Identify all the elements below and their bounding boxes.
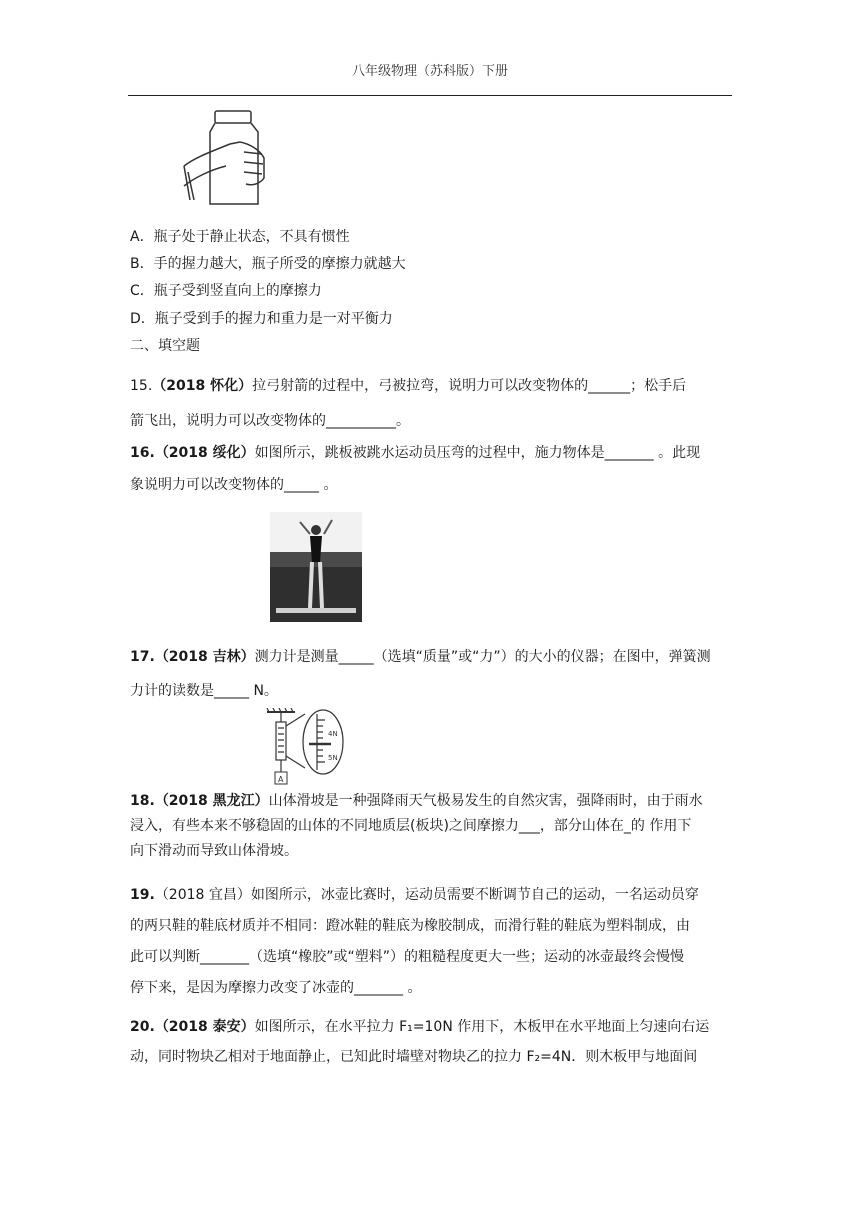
- q15-number: 15.: [130, 378, 153, 394]
- q17-line2: 力计的读数是_____ N。: [130, 683, 278, 699]
- option-c: C．瓶子受到竖直向上的摩擦力: [130, 283, 322, 299]
- q16-line2: 象说明力可以改变物体的_____ 。: [130, 477, 338, 493]
- q20-line2: 动，同时物块乙相对于地面静止，已知此时墙壁对物块乙的拉力 F₂=4N．则木板甲与地面间: [130, 1049, 698, 1065]
- option-b: B．手的握力越大，瓶子所受的摩擦力就越大: [130, 256, 406, 272]
- q16-text: 如图所示，跳板被跳水运动员压弯的过程中，施力物体是_______ 。此现: [254, 445, 701, 461]
- scale-label-4n: 4N: [328, 730, 338, 738]
- q17-number: 17.: [130, 649, 155, 665]
- option-d: D．瓶子受到手的握力和重力是一对平衡力: [130, 311, 393, 327]
- q18-line3: 向下滑动而导致山体滑坡。: [130, 843, 298, 859]
- q17-line1: [130, 646, 711, 666]
- weight-label: A: [278, 775, 284, 784]
- q19-line1: [130, 884, 699, 904]
- q16-line1: [130, 442, 700, 462]
- q20-line1: [130, 1016, 709, 1036]
- q20-number: 20.: [130, 1019, 155, 1035]
- spring-scale-figure: [265, 708, 355, 790]
- q15-line1: [130, 375, 686, 395]
- q15-text: 拉弓射箭的过程中，弓被拉弯，说明力可以改变物体的______；松手后: [252, 378, 687, 394]
- q16-number: 16.: [130, 445, 155, 461]
- q18-source: （2018 黑龙江）: [154, 793, 269, 809]
- q18-line2: 浸入，有些本来不够稳固的山体的不同地质层(板块)之间摩擦力___，部分山体在_的 作用下: [130, 818, 692, 834]
- q19-line2: 的两只鞋的鞋底材质并不相同：蹬冰鞋的鞋底为橡胶制成，而滑行鞋的鞋底为塑料制成，由: [130, 918, 690, 934]
- q19-number: 19.: [130, 887, 155, 903]
- q19-text: 如图所示，冰壶比赛时，运动员需要不断调节自己的运动，一名运动员穿: [250, 887, 699, 903]
- page-header: 八年级物理（苏科版）下册: [351, 64, 508, 79]
- q15-line2: 箭飞出，说明力可以改变物体的__________。: [130, 413, 410, 429]
- q17-text: 测力计是测量_____（选填“质量”或“力”）的大小的仪器；在图中，弹簧测: [254, 649, 711, 665]
- scale-label-5n: 5N: [328, 754, 338, 762]
- q18-text: 山体滑坡是一种强降雨天气极易发生的自然灾害，强降雨时，由于雨水: [268, 793, 703, 809]
- q18-number: 18.: [130, 793, 155, 809]
- q18-line1: [130, 790, 703, 810]
- q16-source: （2018 绥化）: [154, 445, 255, 461]
- q19-source: （2018 宜昌）: [154, 887, 251, 903]
- diver-photo-figure: [270, 512, 362, 622]
- q15-source: （2018 怀化）: [152, 378, 253, 394]
- header-rule: [128, 95, 732, 96]
- bottle-hand-figure: [180, 108, 270, 208]
- q19-line4: 停下来，是因为摩擦力改变了冰壶的_______ 。: [130, 980, 422, 996]
- q20-source: （2018 泰安）: [154, 1019, 255, 1035]
- option-a: A．瓶子处于静止状态，不具有惯性: [130, 229, 350, 245]
- q17-source: （2018 吉林）: [154, 649, 255, 665]
- q19-line3: 此可以判断_______（选填“橡胶”或“塑料”）的粗糙程度更大一些；运动的冰壶最终会慢慢: [130, 949, 685, 965]
- q20-text: 如图所示，在水平拉力 F₁=10N 作用下，木板甲在水平地面上匀速向右运: [254, 1019, 710, 1035]
- section-title: 二、填空题: [130, 338, 200, 354]
